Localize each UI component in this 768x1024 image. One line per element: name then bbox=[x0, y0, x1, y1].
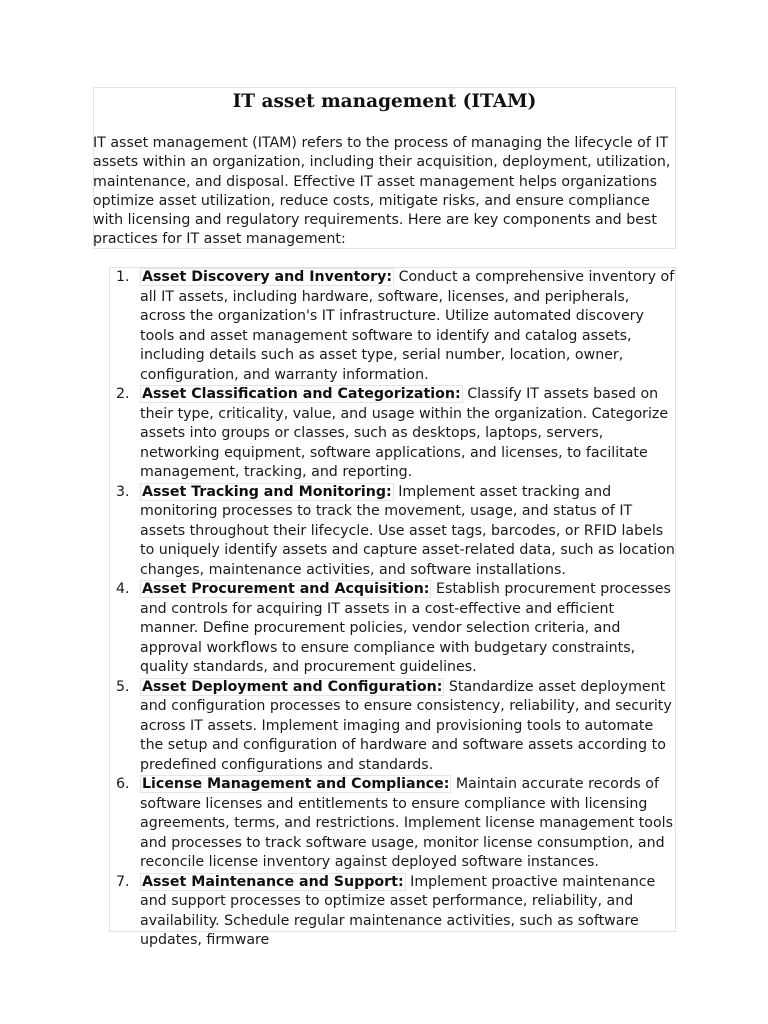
item-description: Standardize asset deployment and configuration processes to ensure consistency, reliability, and security across IT assets. Implement imaging and provisioning tools to automate the setup and configuration of hardware and software assets according to predefined configurations and standards. bbox=[140, 678, 672, 773]
item-description: Implement proactive maintenance and support processes to optimize asset performance, reliability, and availability. Schedule regular maintenance activities, such as software updates, firmware bbox=[140, 873, 656, 948]
item-description: Implement asset tracking and monitoring processes to track the movement, usage, and status of IT assets throughout their lifecycle. Use asset tags, barcodes, or RFID labels to uniquely identify assets and capture asset-related data, such as location changes, maintenance activities, and software installations. bbox=[140, 483, 675, 578]
list-item bbox=[110, 775, 675, 873]
intro-paragraph: IT asset management (ITAM) refers to the process of managing the lifecycle of IT assets within an organization, including their acquisition, deployment, utilization, maintenance, and disposal. Effective IT asset management helps organizations optimize asset utilization, reduce costs, mitigate risks, and ensure compliance with licensing and regulatory requirements. Here are key components and best practices for IT asset management: bbox=[93, 135, 671, 248]
list-item bbox=[110, 873, 675, 951]
list-item bbox=[110, 483, 675, 581]
item-number: 7. bbox=[116, 873, 130, 890]
item-description: Conduct a comprehensive inventory of all IT assets, including hardware, software, licenses, and peripherals, across the organization's IT infrastructure. Utilize automated discovery tools and asset management software to identify and catalog assets, including details such as asset type, serial number, location, owner, configuration, and warranty information. bbox=[140, 269, 675, 383]
item-term: License Management and Compliance: bbox=[142, 776, 450, 792]
item-number: 5. bbox=[116, 678, 130, 695]
item-number: 4. bbox=[116, 581, 130, 597]
item-term: Asset Procurement and Acquisition: bbox=[142, 581, 430, 597]
item-description: Establish procurement processes and controls for acquiring IT assets in a cost-effective and efficient manner. Define procurement policies, vendor selection criteria, and approval workflows to ensure compliance with budgetary constraints, quality standards, and procurement guidelines. bbox=[140, 581, 671, 675]
item-term: Asset Maintenance and Support: bbox=[142, 873, 404, 890]
item-number: 3. bbox=[116, 483, 130, 500]
item-number: 6. bbox=[116, 776, 130, 792]
list-item bbox=[110, 268, 675, 385]
practices-list bbox=[110, 268, 675, 951]
item-description: Maintain accurate records of software licenses and entitlements to ensure compliance with licensing agreements, terms, and restrictions. Implement license management tools and processes to track software usage, monitor license consumption, and reconcile license inventory against deployed software instances. bbox=[140, 776, 674, 870]
list-item bbox=[110, 385, 675, 483]
practices-section bbox=[109, 267, 676, 948]
item-term: Asset Tracking and Monitoring: bbox=[142, 483, 392, 500]
page-title: IT asset management (ITAM) bbox=[232, 91, 537, 112]
item-term: Asset Classification and Categorization: bbox=[142, 386, 461, 402]
item-term: Asset Discovery and Inventory: bbox=[142, 269, 393, 285]
item-term: Asset Deployment and Configuration: bbox=[142, 678, 443, 695]
list-item bbox=[110, 678, 675, 776]
item-number: 1. bbox=[116, 269, 130, 285]
item-number: 2. bbox=[116, 386, 130, 402]
item-description: Classify IT assets based on their type, criticality, value, and usage within the organization. Categorize assets into groups or classes, such as desktops, laptops, servers, networking equipment, software applications, and licenses, to facilitate management, tracking, and reporting. bbox=[140, 386, 669, 480]
list-item bbox=[110, 580, 675, 678]
